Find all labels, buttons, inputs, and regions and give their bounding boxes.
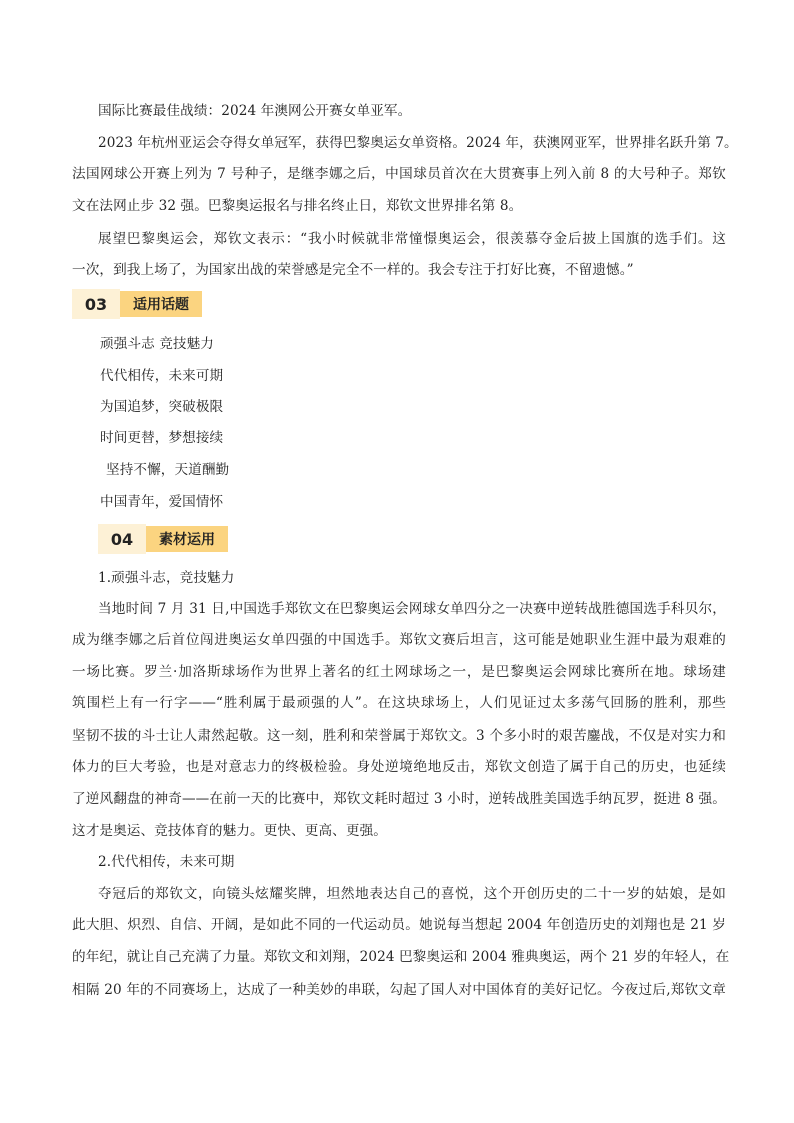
section-title: 素材运用 [146,526,228,552]
text-line: 展望巴黎奥运会，郑钦文表示：“我小时候就非常憧憬奥运会，很羡慕夺金后披上国旗的选手们。这 [98,231,726,247]
text-line: 此大胆、炽烈、自信、开阔，是如此不同的一代运动员。她说每当想起 2004 年创造历史的刘翔也是 21 岁 [72,917,726,933]
section-title: 适用话题 [120,291,202,317]
text-line: 的年纪，就让自己充满了力量。郑钦文和刘翔，2024 巴黎奥运和 2004 雅典奥运，两个 21 岁的年轻人，在 [72,949,730,965]
text-line: 当地时间 7 月 31 日,中国选手郑钦文在巴黎奥运会网球女单四分之一决赛中逆转战胜德国选手科贝尔， [98,601,726,617]
text-line: 国际比赛最佳战绩：2024 年澳网公开赛女单亚军。 [98,103,412,119]
text-line: 法国网球公开赛上列为 7 号种子，是继李娜之后，中国球员首次在大贯赛事上列入前 8 的大号种子。郑钦 [72,166,726,182]
text-line: 一场比赛。罗兰·加洛斯球场作为世界上著名的红土网球场之一，是巴黎奥运会网球比赛所在地。球场建 [72,664,726,680]
text-line: 了逆风翻盘的神奇——在前一天的比赛中，郑钦文耗时超过 3 小时，逆转战胜美国选手纳瓦罗，挺进 8 强。 [72,791,726,807]
text-line: 一次，到我上场了，为国家出战的荣誉感是完全不一样的。我会专注于打好比赛，不留遗憾。” [72,262,634,278]
text-line: 筑围栏上有一行字——“胜利属于最顽强的人”。在这块球场上，人们见证过太多荡气回肠的胜利，那些 [72,695,726,711]
topic-item: 时间更替，梦想接续 [100,430,224,446]
section-heading-04 [98,524,228,554]
text-line: 夺冠后的郑钦文，向镜头炫耀奖牌，坦然地表达自己的喜悦，这个开创历史的二十一岁的姑娘，是如 [98,886,726,902]
topic-item: 中国青年，爱国情怀 [100,494,224,510]
text-line: 体力的巨大考验，也是对意志力的终极检验。身处逆境绝地反击，郑钦文创造了属于自己的历史，也延续 [72,759,726,775]
subheading: 2.代代相传，未来可期 [98,854,235,870]
text-line: 这才是奥运、竞技体育的魅力。更快、更高、更强。 [72,823,387,839]
subheading: 1.顽强斗志，竞技魅力 [98,570,235,586]
section-heading-03 [72,289,202,319]
topic-item: 顽强斗志 竞技魅力 [100,336,214,352]
topic-item: 为国追梦，突破极限 [100,399,224,415]
text-line: 成为继李娜之后首位闯进奥运女单四强的中国选手。郑钦文赛后坦言，这可能是她职业生涯中最为艰难的 [72,632,726,648]
text-line: 相隔 20 年的不同赛场上，达成了一种美妙的串联，勾起了国人对中国体育的美好记忆。今夜过后,郑钦文章 [72,982,726,998]
text-line: 文在法网止步 32 强。巴黎奥运报名与排名终止日，郑钦文世界排名第 8。 [72,198,523,214]
topic-item: 代代相传，未来可期 [100,368,224,384]
text-line: 坚韧不拔的斗士让人肃然起敬。这一刻，胜利和荣誉属于郑钦文。3 个多小时的艰苦鏖战，不仅是对实力和 [72,728,726,744]
topic-item: 坚持不懈，天道酬勤 [106,462,230,478]
section-number: 03 [72,289,120,319]
section-number: 04 [98,524,146,554]
text-line: 2023 年杭州亚运会夺得女单冠军，获得巴黎奥运女单资格。2024 年，获澳网亚军，世界排名跃升第 7。 [98,135,738,151]
